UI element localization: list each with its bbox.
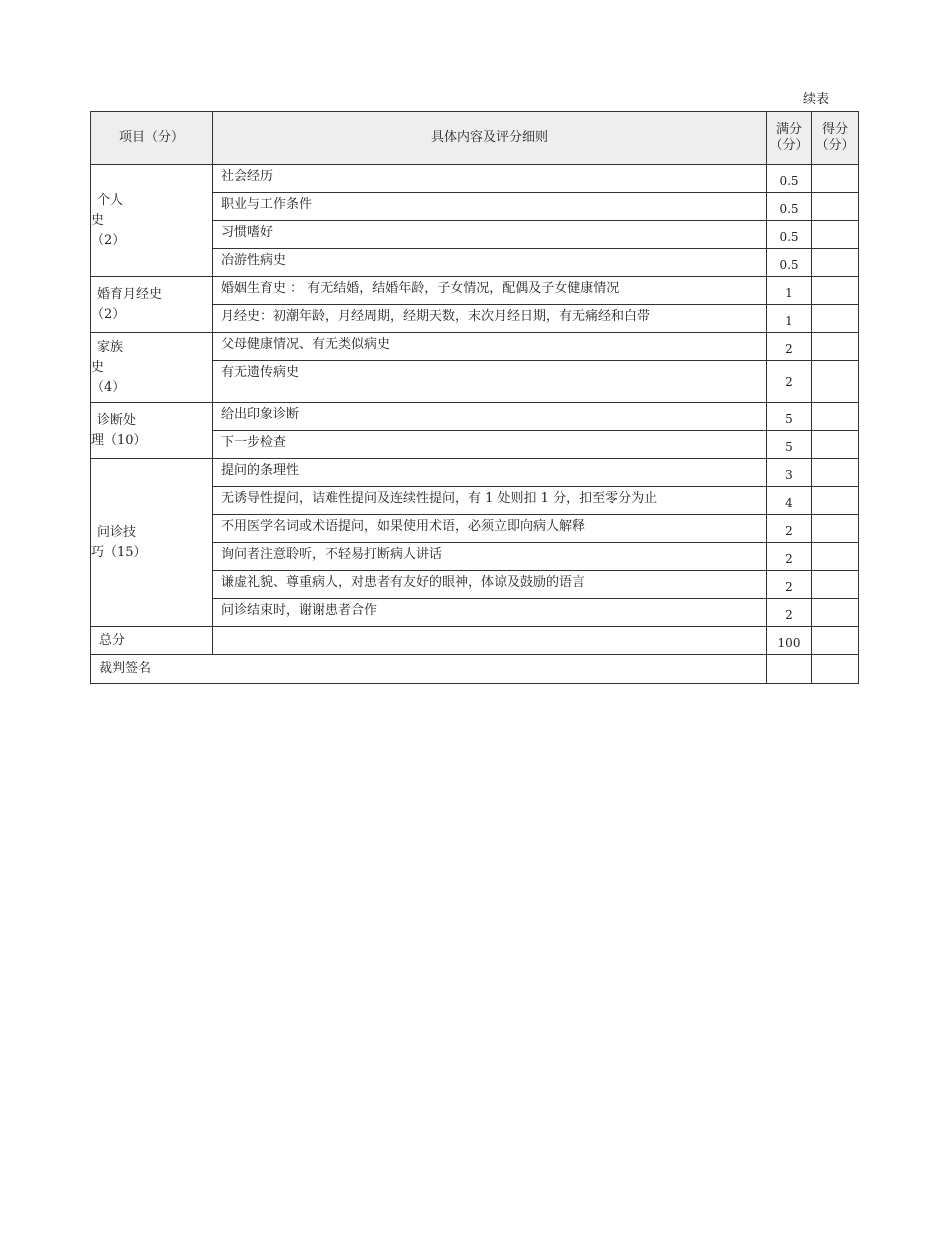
judge-row	[91, 655, 859, 684]
total-row	[91, 627, 859, 655]
content-cell: 不用医学名词或术语提问，如果使用术语，必须立即向病人解释	[213, 515, 767, 543]
header-row	[91, 112, 859, 165]
header-item: 项目（分）	[91, 112, 213, 165]
score-input-cell[interactable]	[812, 277, 859, 305]
content-cell: 提问的条理性	[213, 459, 767, 487]
header-content: 具体内容及评分细则	[213, 112, 767, 165]
full-score-cell: 5	[767, 431, 812, 459]
table-row	[91, 277, 859, 305]
score-input-cell[interactable]	[812, 403, 859, 431]
content-cell: 问诊结束时，谢谢患者合作	[213, 599, 767, 627]
category-cell: 问诊技 巧（15）	[91, 459, 213, 627]
full-score-cell: 2	[767, 515, 812, 543]
full-score-cell: 2	[767, 599, 812, 627]
score-input-cell[interactable]	[812, 599, 859, 627]
scoring-table	[90, 111, 859, 684]
category-cell: 诊断处 理（10）	[91, 403, 213, 459]
score-input-cell[interactable]	[812, 543, 859, 571]
full-score-cell: 1	[767, 305, 812, 333]
content-cell: 月经史：初潮年龄，月经周期，经期天数，末次月经日期，有无痛经和白带	[213, 305, 767, 333]
header-score: 得分 （分）	[812, 112, 859, 165]
table-row	[91, 165, 859, 193]
content-cell: 询问者注意聆听，不轻易打断病人讲话	[213, 543, 767, 571]
score-input-cell[interactable]	[812, 431, 859, 459]
header-full-score: 满分 （分）	[767, 112, 812, 165]
score-input-cell[interactable]	[812, 571, 859, 599]
table-row	[91, 333, 859, 361]
score-input-cell[interactable]	[812, 193, 859, 221]
judge-signature-cell-2[interactable]	[812, 655, 859, 684]
full-score-cell: 0.5	[767, 221, 812, 249]
full-score-cell: 3	[767, 459, 812, 487]
content-cell: 下一步检查	[213, 431, 767, 459]
full-score-cell: 2	[767, 543, 812, 571]
score-input-cell[interactable]	[812, 221, 859, 249]
content-cell: 父母健康情况、有无类似病史	[213, 333, 767, 361]
full-score-cell: 0.5	[767, 249, 812, 277]
score-input-cell[interactable]	[812, 361, 859, 403]
full-score-cell: 1	[767, 277, 812, 305]
full-score-cell: 5	[767, 403, 812, 431]
full-score-cell: 2	[767, 333, 812, 361]
judge-signature-label: 裁判签名	[91, 655, 767, 684]
score-input-cell[interactable]	[812, 487, 859, 515]
content-cell: 冶游性病史	[213, 249, 767, 277]
content-cell: 谦虚礼貌、尊重病人，对患者有友好的眼神，体谅及鼓励的语言	[213, 571, 767, 599]
score-input-cell[interactable]	[812, 305, 859, 333]
judge-signature-cell[interactable]	[767, 655, 812, 684]
continued-label: 续表	[803, 92, 830, 107]
category-cell: 婚育月经史 （2）	[91, 277, 213, 333]
total-content-cell	[213, 627, 767, 655]
content-cell: 有无遗传病史	[213, 361, 767, 403]
score-input-cell[interactable]	[812, 333, 859, 361]
table-row	[91, 403, 859, 431]
full-score-cell: 4	[767, 487, 812, 515]
content-cell: 给出印象诊断	[213, 403, 767, 431]
category-cell: 个人 史 （2）	[91, 165, 213, 277]
table-row	[91, 459, 859, 487]
content-cell: 习惯嗜好	[213, 221, 767, 249]
content-cell: 职业与工作条件	[213, 193, 767, 221]
score-input-cell[interactable]	[812, 165, 859, 193]
content-cell: 社会经历	[213, 165, 767, 193]
score-input-cell[interactable]	[812, 515, 859, 543]
full-score-cell: 0.5	[767, 165, 812, 193]
score-input-cell[interactable]	[812, 249, 859, 277]
score-input-cell[interactable]	[812, 459, 859, 487]
total-label: 总分	[91, 627, 213, 655]
content-cell: 婚姻生育史 ： 有无结婚，结婚年龄，子女情况，配偶及子女健康情况	[213, 277, 767, 305]
total-full-score: 100	[767, 627, 812, 655]
full-score-cell: 2	[767, 361, 812, 403]
content-cell: 无诱导性提问，诘难性提问及连续性提问，有 1 处则扣 1 分，扣至零分为止	[213, 487, 767, 515]
full-score-cell: 2	[767, 571, 812, 599]
total-score-input[interactable]	[812, 627, 859, 655]
category-cell: 家族 史 （4）	[91, 333, 213, 403]
full-score-cell: 0.5	[767, 193, 812, 221]
